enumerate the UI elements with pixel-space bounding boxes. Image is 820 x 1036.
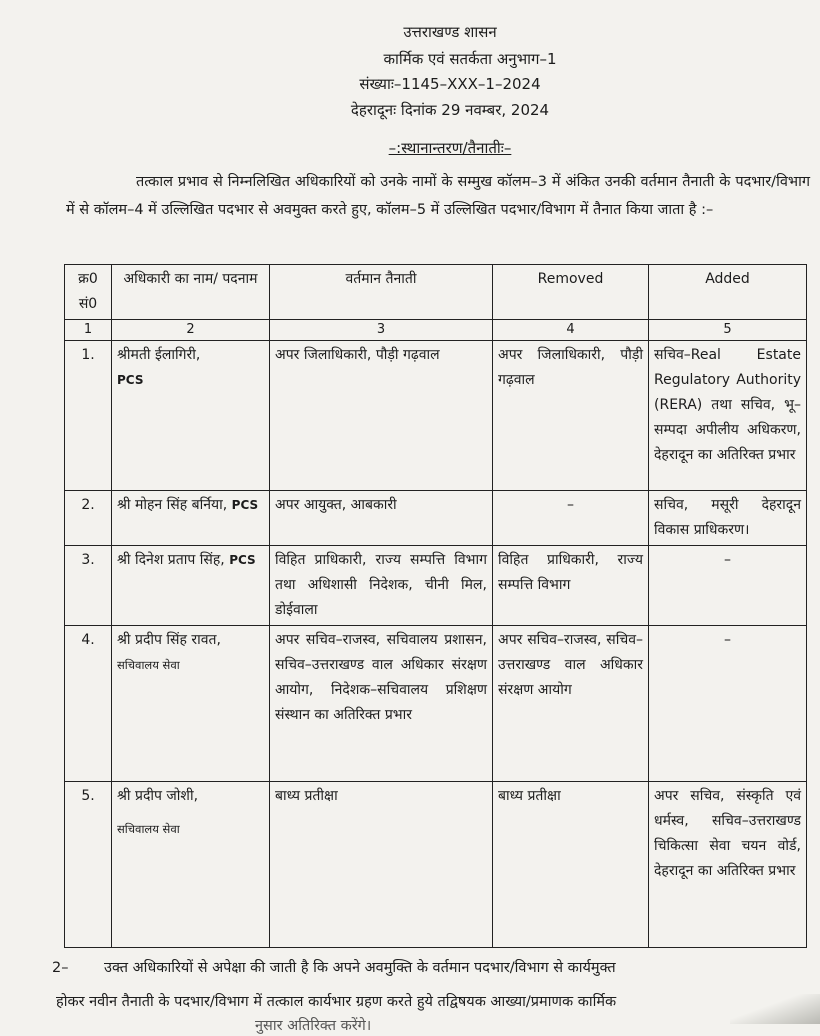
serial-number: 2. xyxy=(65,491,112,546)
officer-name: श्री मोहन सिंह बर्निया, xyxy=(117,497,228,513)
removed-posting: विहित प्राधिकारी, राज्य सम्पत्ति विभाग xyxy=(493,546,649,626)
serial-number: 5. xyxy=(65,782,112,948)
column-index: 3 xyxy=(270,320,493,341)
footer-paragraph-line: होकर नवीन तैनाती के पदभार/विभाग में तत्काल कार्यभार ग्रहण करते हुये तद्विषयक आख्या/प्रमाणक कार्मिक xyxy=(56,994,617,1010)
footer-paragraph-line xyxy=(52,958,820,978)
added-posting: – xyxy=(649,546,807,626)
officer-cell xyxy=(112,782,270,948)
officer-cell xyxy=(112,546,270,626)
header-current-posting: वर्तमान तैनाती xyxy=(270,265,493,320)
table-row xyxy=(65,341,807,491)
page-fold-shadow xyxy=(730,994,820,1024)
officer-name: श्री प्रदीप जोशी, xyxy=(117,788,199,804)
header-added: Added xyxy=(649,265,807,320)
added-posting: – xyxy=(649,626,807,782)
removed-posting: अपर जिलाधिकारी, पौड़ी गढ़वाल xyxy=(493,341,649,491)
officer-cell xyxy=(112,491,270,546)
officer-cell xyxy=(112,626,270,782)
column-index: 1 xyxy=(65,320,112,341)
added-posting: सचिव–Real Estate Regulatory Authority (RERA) तथा सचिव, भू–सम्पदा अपीलीय अधिकरण, देहरादून का अतिरिक्त प्रभार xyxy=(649,341,807,491)
intro-paragraph: तत्काल प्रभाव से निम्नलिखित अधिकारियों को उनके नामों के सम्मुख कॉलम–3 में अंकित उनकी वर्तमान तैनाती के पदभार/विभाग में से कॉलम–4 में उल्लिखित पदभार से अवमुक्त करते हुए, कॉलम–5 में उल्लिखित पदभार/विभाग में तैनात किया जाता है :– xyxy=(66,174,810,218)
removed-posting: अपर सचिव–राजस्व, सचिव–उत्तराखण्ड वाल अधिकार संरक्षण आयोग xyxy=(493,626,649,782)
current-posting: बाध्य प्रतीक्षा xyxy=(270,782,493,948)
paragraph-number: 2– xyxy=(52,960,69,976)
posting-table xyxy=(64,264,807,948)
current-posting: अपर जिलाधिकारी, पौड़ी गढ़वाल xyxy=(270,341,493,491)
officer-name: श्रीमती ईलागिरी, xyxy=(117,347,201,363)
current-posting: अपर सचिव–राजस्व, सचिवालय प्रशासन, सचिव–उत्तराखण्ड वाल अधिकार संरक्षण आयोग, निदेशक–सचिवालय प्रशिक्षण संस्थान का अतिरिक्त प्रभार xyxy=(270,626,493,782)
department-section: कार्मिक एवं सतर्कता अनुभाग–1 xyxy=(383,50,557,68)
current-posting: अपर आयुक्त, आबकारी xyxy=(270,491,493,546)
column-index-row xyxy=(65,320,807,341)
officer-designation: PCS xyxy=(229,553,256,567)
footer-paragraph-line: नुसार अतिरिक्त करेंगे। xyxy=(255,1018,372,1034)
order-subject xyxy=(40,138,820,158)
table-row xyxy=(65,491,807,546)
added-posting: सचिव, मसूरी देहरादून विकास प्राधिकरण। xyxy=(649,491,807,546)
added-posting: अपर सचिव, संस्कृति एवं धर्मस्व, सचिव–उत्तराखण्ड चिकित्सा सेवा चयन वोर्ड, देहरादून का अतिरिक्त प्रभार xyxy=(649,782,807,948)
table-header-row xyxy=(65,265,807,320)
column-index: 2 xyxy=(112,320,270,341)
column-index: 4 xyxy=(493,320,649,341)
officer-designation: PCS xyxy=(231,498,259,512)
order-subject-text: –:स्थानान्तरण/तैनातीः– xyxy=(388,139,512,157)
serial-number: 3. xyxy=(65,546,112,626)
officer-cell xyxy=(112,341,270,491)
officer-designation: सचिवालय सेवा xyxy=(117,822,180,836)
removed-posting: बाध्य प्रतीक्षा xyxy=(493,782,649,948)
serial-number: 4. xyxy=(65,626,112,782)
issuing-authority: उत्तराखण्ड शासन xyxy=(403,23,497,41)
table-row xyxy=(65,782,807,948)
footer-text: उक्त अधिकारियों से अपेक्षा की जाती है कि अपने अवमुक्ति के वर्तमान पदभार/विभाग से कार्यमुक्त xyxy=(104,960,616,976)
serial-number: 1. xyxy=(65,341,112,491)
removed-posting: – xyxy=(493,491,649,546)
order-date: देहरादूनः दिनांक 29 नवम्बर, 2024 xyxy=(350,101,550,119)
officer-designation: सचिवालय सेवा xyxy=(117,658,180,672)
officer-designation: PCS xyxy=(117,373,144,387)
header-officer: अधिकारी का नाम/ पदनाम xyxy=(112,265,270,320)
table-row xyxy=(65,546,807,626)
table-row xyxy=(65,626,807,782)
header-removed: Removed xyxy=(493,265,649,320)
officer-name: श्री दिनेश प्रताप सिंह, xyxy=(117,552,225,568)
current-posting: विहित प्राधिकारी, राज्य सम्पत्ति विभाग तथा अधिशासी निदेशक, चीनी मिल, डोईवाला xyxy=(270,546,493,626)
header-serial: क्र0 सं0 xyxy=(65,265,112,320)
officer-name: श्री प्रदीप सिंह रावत, xyxy=(117,632,221,648)
column-index: 5 xyxy=(649,320,807,341)
order-number: संख्याः–1145–XXX–1–2024 xyxy=(359,75,541,93)
